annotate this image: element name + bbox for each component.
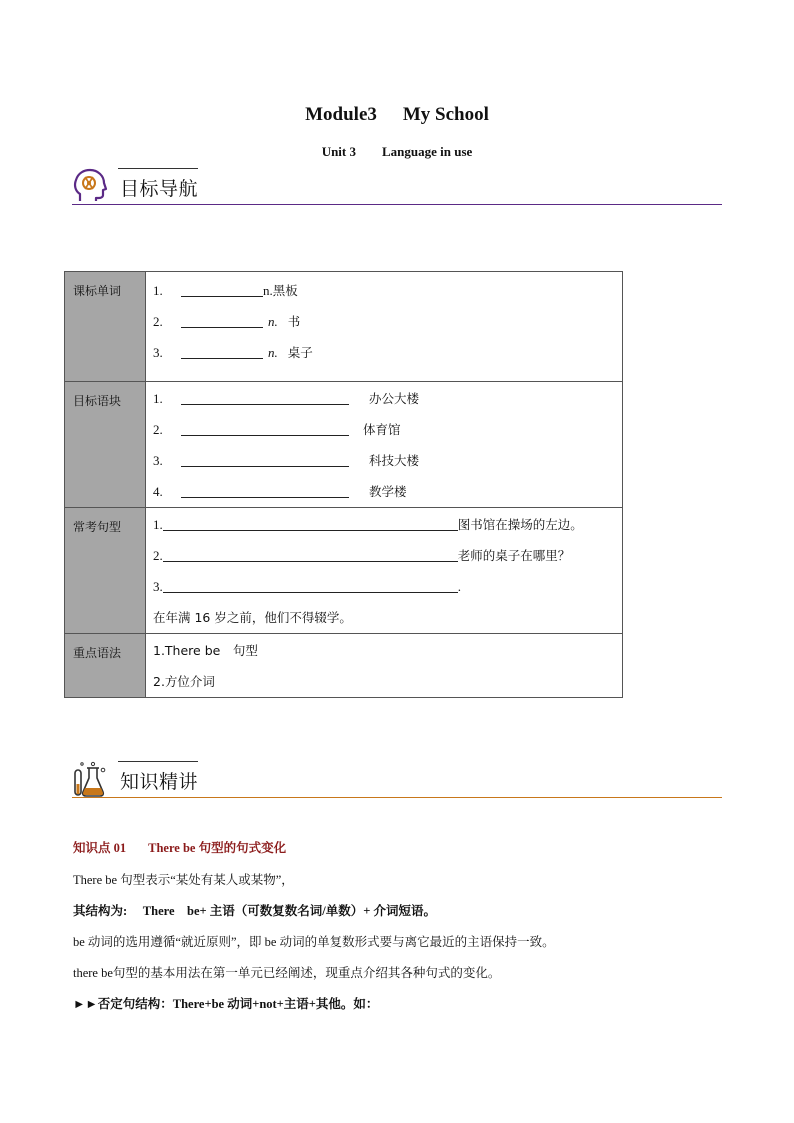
- knowledge-point-label: 知识点 01: [73, 841, 127, 855]
- answer-blank[interactable]: [181, 421, 349, 436]
- body-line: be 动词的选用遵循“就近原则”，即 be 动词的单复数形式要与离它最近的主语保持一致。: [73, 935, 555, 949]
- head-gear-icon: [72, 167, 108, 205]
- negative-structure-line: ►►否定句结构：There+be 动词+not+主语+其他。如：: [73, 997, 379, 1011]
- list-item: 2. 老师的桌子在哪里？: [153, 548, 571, 563]
- header-topline: [118, 168, 198, 169]
- list-item: 1. n.黑板: [153, 283, 298, 298]
- lab-flask-icon: [72, 760, 108, 798]
- content-cell: [146, 634, 623, 698]
- module-number: Module3: [305, 104, 377, 125]
- content-cell: [146, 508, 623, 634]
- answer-blank[interactable]: [163, 547, 458, 562]
- category-cell: 目标语块: [65, 382, 146, 508]
- section-title-goals: 目标导航: [120, 178, 199, 200]
- answer-blank[interactable]: [181, 282, 263, 297]
- list-item: 1.There be 句型: [153, 643, 258, 658]
- section-header-goals: [72, 167, 722, 207]
- page-subtitle: [0, 144, 794, 160]
- section-title-knowledge: 知识精讲: [120, 771, 199, 793]
- sentence-note: 在年满 16 岁之前，他们不得辍学。: [153, 610, 352, 625]
- unit-number: Unit 3: [321, 144, 356, 159]
- answer-blank[interactable]: [163, 578, 458, 593]
- knowledge-point-heading: [73, 838, 286, 856]
- table-row-sentences: [65, 508, 623, 634]
- answer-blank[interactable]: [181, 452, 349, 467]
- list-item: 1. 办公大楼: [153, 391, 420, 406]
- module-title: My School: [402, 104, 489, 125]
- unit-title: Language in use: [382, 144, 473, 159]
- summary-table: [64, 271, 623, 698]
- answer-blank[interactable]: [181, 483, 349, 498]
- structure-line: 其结构为: There be+ 主语（可数复数名词/单数）+ 介词短语。: [73, 904, 436, 918]
- category-cell: 重点语法: [65, 634, 146, 698]
- list-item: 3. n. 桌子: [153, 345, 313, 360]
- knowledge-point-title: There be 句型的句式变化: [148, 841, 287, 855]
- list-item: 3. 科技大楼: [153, 453, 420, 468]
- content-cell: [146, 382, 623, 508]
- list-item: 2. 体育馆: [153, 422, 401, 437]
- list-item: 4. 教学楼: [153, 484, 407, 499]
- content-cell: [146, 272, 623, 382]
- table-row-phrases: [65, 382, 623, 508]
- body-line: There be 句型表示“某处有某人或某物”，: [73, 873, 294, 887]
- category-cell: 常考句型: [65, 508, 146, 634]
- body-line: there be句型的基本用法在第一单元已经阐述，现重点介绍其各种句式的变化。: [73, 966, 501, 980]
- category-cell: 课标单词: [65, 272, 146, 382]
- page-title: [0, 104, 794, 126]
- list-item: 2.方位介词: [153, 674, 215, 689]
- header-topline: [118, 761, 198, 762]
- section-rule-knowledge: [72, 797, 722, 798]
- answer-blank[interactable]: [181, 313, 263, 328]
- answer-blank[interactable]: [181, 344, 263, 359]
- list-item: 1. 图书馆在操场的左边。: [153, 517, 583, 532]
- answer-blank[interactable]: [163, 516, 458, 531]
- list-item: 2. n. 书: [153, 314, 301, 329]
- table-row-words: [65, 272, 623, 382]
- table-row-grammar: [65, 634, 623, 698]
- section-rule-goals: [72, 204, 722, 205]
- answer-blank[interactable]: [181, 390, 349, 405]
- section-header-knowledge: [72, 760, 722, 800]
- list-item: 3. .: [153, 579, 461, 594]
